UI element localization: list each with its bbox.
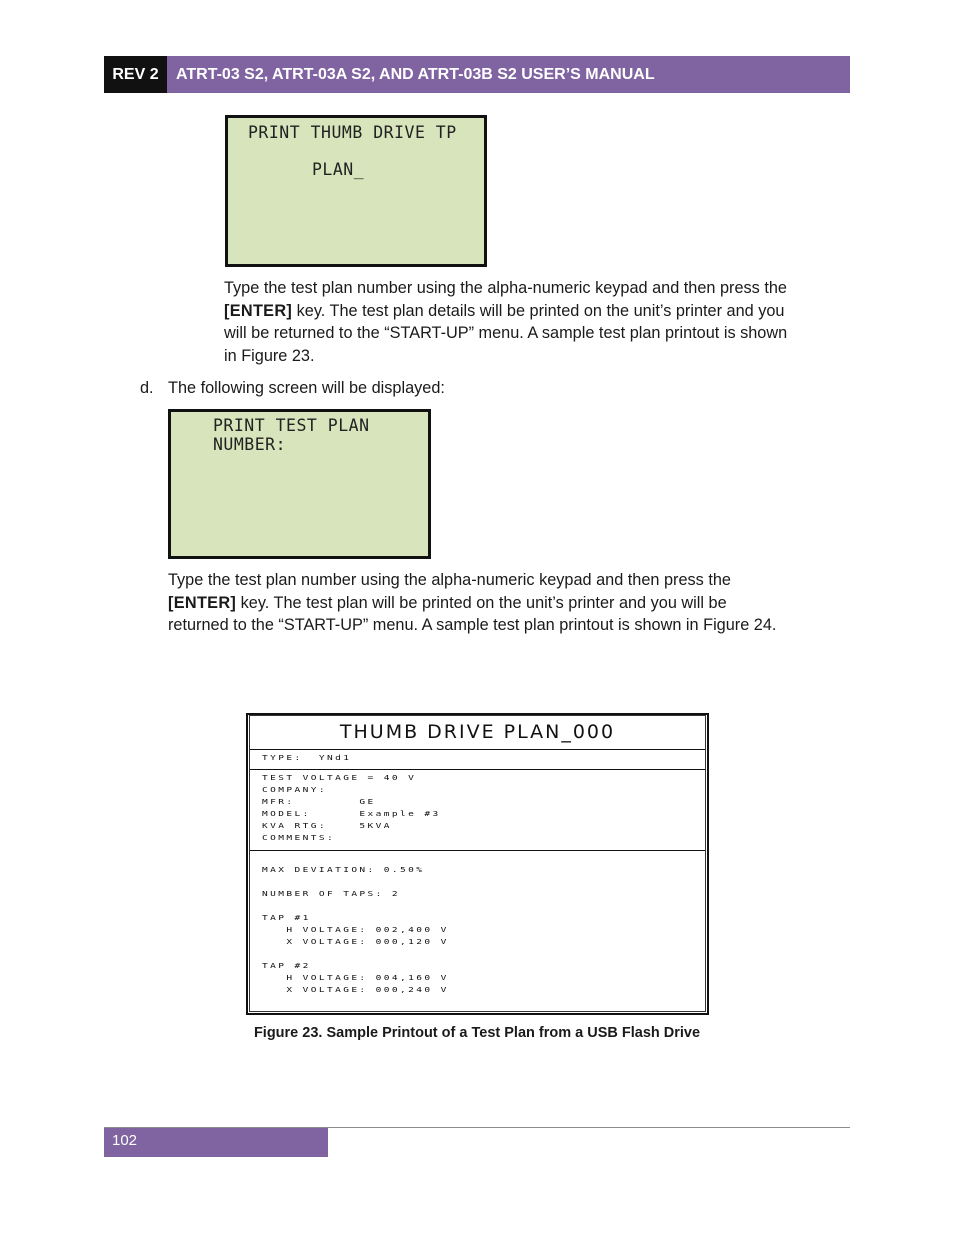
printout-line: TAP #2 xyxy=(262,962,311,970)
printout-line: X VOLTAGE: 000,120 V xyxy=(262,938,449,946)
printout-line: KVA RTG: 5KVA xyxy=(262,822,392,830)
printout-line: NUMBER OF TAPS: 2 xyxy=(262,890,401,898)
printout-line: TAP #1 xyxy=(262,914,311,922)
lcd-screen-print-test-plan xyxy=(168,409,431,559)
lcd-line: NUMBER: xyxy=(213,435,287,454)
step-text: The following screen will be displayed: xyxy=(168,379,445,397)
list-marker: d. xyxy=(140,379,154,397)
printout-line: TEST VOLTAGE = 40 V xyxy=(262,774,417,782)
printout-frame xyxy=(249,715,706,1012)
printout-title: THUMB DRIVE PLAN_000 xyxy=(339,721,616,743)
instruction-paragraph-2 xyxy=(168,569,848,637)
divider xyxy=(250,769,705,770)
text-line: Type the test plan number using the alpha-numeric keypad and then press the xyxy=(224,279,787,297)
printout-line: X VOLTAGE: 000,240 V xyxy=(262,986,449,994)
enter-key-label: [ENTER] xyxy=(168,593,237,612)
divider xyxy=(250,749,705,750)
text-line xyxy=(224,300,854,323)
printout-line: MODEL: Example #3 xyxy=(262,810,441,818)
instruction-paragraph-1 xyxy=(224,277,854,368)
printout-line: MFR: GE xyxy=(262,798,376,806)
printout-type-line: TYPE: YNd1 xyxy=(262,754,352,762)
lcd-line: PLAN_ xyxy=(312,160,365,179)
lcd-line: PRINT THUMB DRIVE TP xyxy=(248,123,457,142)
text-line: in Figure 23. xyxy=(224,347,315,366)
page-number: 102 xyxy=(104,1128,328,1157)
text-line: Type the test plan number using the alpha-numeric keypad and then press the xyxy=(168,571,731,589)
enter-key-label: [ENTER] xyxy=(224,301,293,320)
test-plan-printout xyxy=(246,713,709,1015)
step-d xyxy=(140,377,640,400)
lcd-line: PRINT TEST PLAN xyxy=(213,416,370,435)
text-line: will be returned to the “START-UP” menu. A sample test plan printout is shown xyxy=(224,324,788,343)
printout-line: MAX DEVIATION: 0.50% xyxy=(262,866,425,874)
text-line: returned to the “START-UP” menu. A sample test plan printout is shown in Figure 24. xyxy=(168,616,777,635)
printout-line: H VOLTAGE: 002,400 V xyxy=(262,926,449,934)
text-fragment: key. The test plan details will be printed on the unit’s printer and you xyxy=(292,301,785,320)
text-line xyxy=(168,592,848,615)
figure-caption: Figure 23. Sample Printout of a Test Plan from a USB Flash Drive xyxy=(253,1025,701,1041)
divider xyxy=(250,850,705,851)
page-header xyxy=(104,56,850,93)
manual-title: ATRT-03 S2, ATRT-03A S2, AND ATRT-03B S2 USER’S MANUAL xyxy=(167,56,850,93)
printout-line: H VOLTAGE: 004,160 V xyxy=(262,974,449,982)
lcd-screen-print-thumb-drive xyxy=(225,115,487,267)
printout-line: COMMENTS: xyxy=(262,834,336,842)
printout-line: COMPANY: xyxy=(262,786,327,794)
text-fragment: key. The test plan will be printed on the unit’s printer and you will be xyxy=(236,593,727,612)
revision-label: REV 2 xyxy=(104,56,167,93)
